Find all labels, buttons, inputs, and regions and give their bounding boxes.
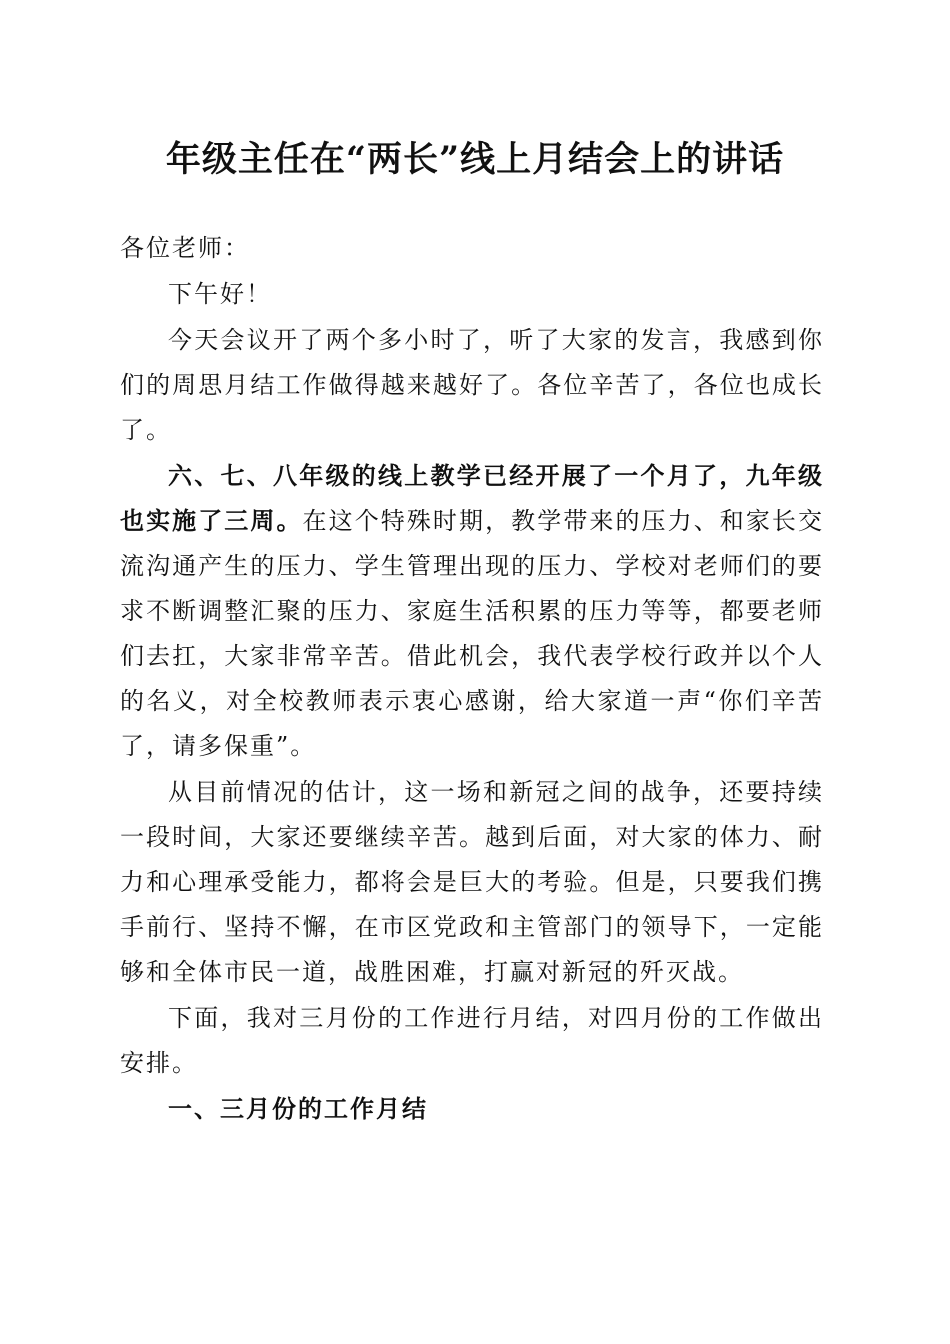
paragraph-4: 下面，我对三月份的工作进行月结，对四月份的工作做出安排。 xyxy=(120,1004,824,1077)
paragraph-2-text: 在这个特殊时期，教学带来的压力、和家长交流沟通产生的压力、学生管理出现的压力、学校对老师们的要求不断调整汇聚的压力、家庭生活积累的压力等等，都要老师们去扛，大家非常辛苦。借此机会，我代表学校行政并以个人的名义，对全校教师表示衷心感谢，给大家道一声“你们辛苦了，请多保重”。 xyxy=(120,507,825,760)
salutation: 各位老师： xyxy=(120,234,250,262)
paragraph-1: 今天会议开了两个多小时了，听了大家的发言，我感到你们的周思月结工作做得越来越好了。各位辛苦了，各位也成长了。 xyxy=(120,326,824,444)
document-title: 年级主任在“两长”线上月结会上的讲话 xyxy=(165,139,785,180)
paragraph-3: 从目前情况的估计，这一场和新冠之间的战争，还要持续一段时间，大家还要继续辛苦。越到后面，对大家的体力、耐力和心理承受能力，都将会是巨大的考验。但是，只要我们携手前行、坚持不懈，在市区党政和主管部门的领导下，一定能够和全体市民一道，战胜困难，打赢对新冠的歼灭战。 xyxy=(120,778,824,986)
greeting: 下午好！ xyxy=(168,280,272,308)
paragraph-2-emphasis: 六、七、八年级的线上教学已经开展了一个月了，九年级也实施了三周。 xyxy=(120,462,824,535)
paragraph-2 xyxy=(120,454,824,769)
document-body xyxy=(120,226,824,1133)
section-heading-1: 一、三月份的工作月结 xyxy=(168,1095,428,1123)
